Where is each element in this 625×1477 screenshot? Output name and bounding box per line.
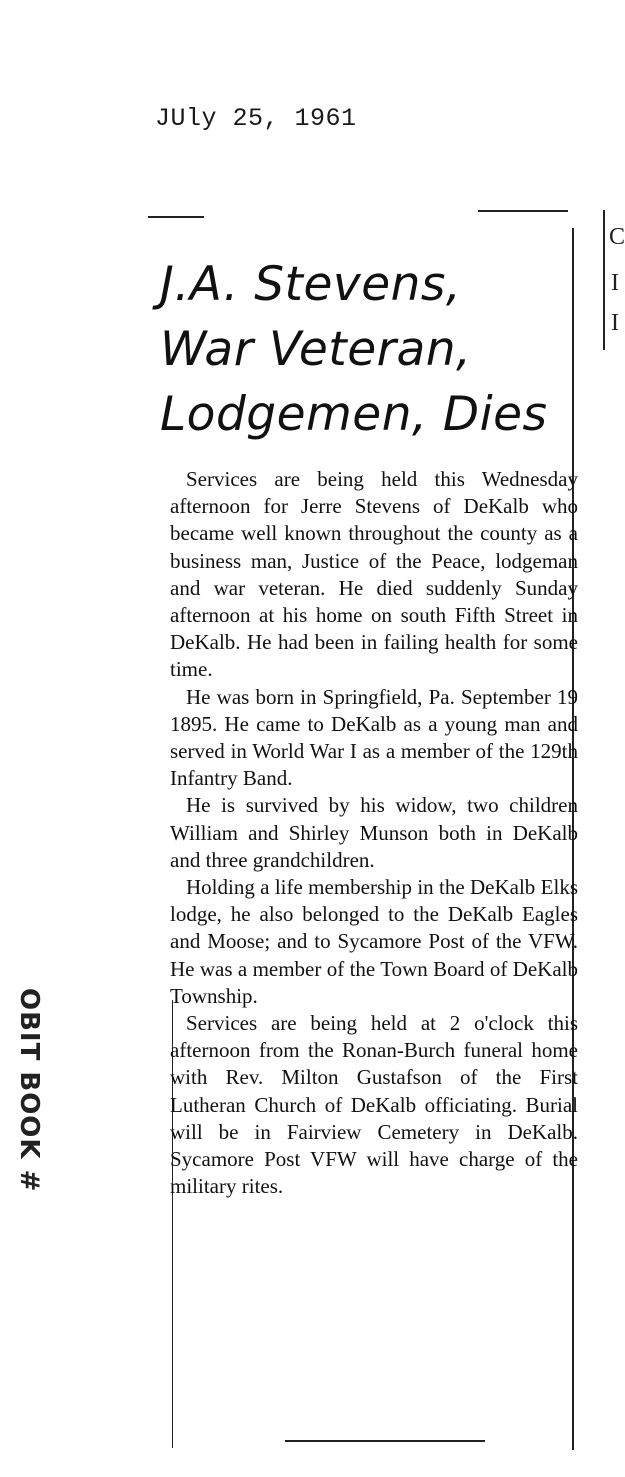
- paragraph-1: Services are being held this Wednesday afternoon for Jerre Stevens of DeKalb who became well known throughout the county as a business man, Justice of the Peace, lodgeman and war veteran. He died suddenly Sunday afternoon at his home on south Fifth Street in DeKalb. He had been in failing health for some time.: [170, 467, 578, 682]
- headline: [160, 252, 580, 447]
- headline-line-3: Lodgemen, Dies: [160, 387, 548, 442]
- top-rule-right: [478, 210, 568, 212]
- bottom-rule: [285, 1440, 485, 1442]
- adjacent-column-border: [603, 210, 605, 350]
- headline-line-1: J.A. Stevens,: [160, 257, 462, 312]
- paragraph-3: He is survived by his widow, two children William and Shirley Munson both in DeKalb and three grandchildren.: [170, 793, 578, 872]
- headline-line-2: War Veteran,: [160, 322, 472, 377]
- edge-fragment-1: C: [609, 224, 625, 250]
- paragraph-5: Services are being held at 2 o'clock this afternoon from the Ronan-Burch funeral home with Rev. Milton Gustafson of the First Lutheran Church of DeKalb officiating. Burial will be in Fairview Cemetery in DeKalb. Sycamore Post VFW will have charge of the military rites.: [170, 1011, 578, 1199]
- article-body: [170, 466, 578, 1200]
- edge-fragment-3: I: [611, 310, 619, 336]
- obit-book-stamp: OBIT BOOK #: [14, 988, 44, 1193]
- paragraph-4: Holding a life membership in the DeKalb Elks lodge, he also belonged to the DeKalb Eagles and Moose; and to Sycamore Post of the VFW. He was a member of the Town Board of DeKalb Township.: [170, 875, 578, 1008]
- edge-fragment-2: I: [611, 270, 619, 296]
- paragraph-2: He was born in Springfield, Pa. September 19 1895. He came to DeKalb as a young man and served in World War I as a member of the 129th Infantry Band.: [170, 684, 578, 791]
- clipping-date: JUly 25, 1961: [155, 104, 357, 133]
- top-rule-left: [148, 216, 204, 218]
